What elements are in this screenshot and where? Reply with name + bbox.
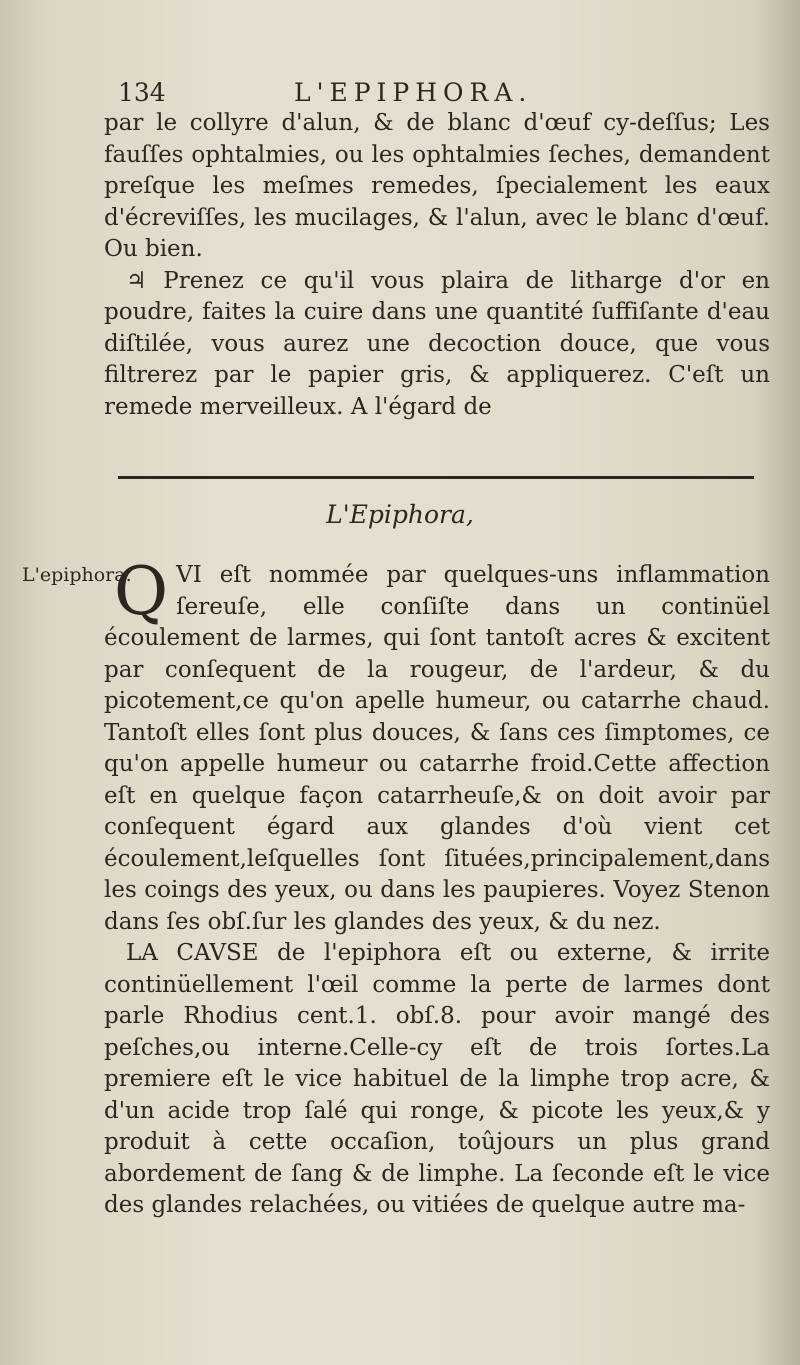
- margin-note: L'epiphora.: [22, 564, 132, 586]
- first-paragraph-text: VI eſt nommée par quelques-uns inflammation ſereuſe, elle conſiſte dans un continüel écoulement de larmes, qui ſont tantoſt acres & excitent par conſequent de la rougeur, de l'ardeur, & du picotement,ce qu'on apelle humeur, ou catarrhe chaud. Tantoſt elles ſont plus douces, & ſans ces ſimptomes, ce qu'on appelle humeur ou catarrhe froid.Cette affection eſt en quelque façon catarrheuſe,& on doit avoir par conſequent égard aux glandes d'où vient cet écoulement,leſquelles ſont ſituées,principalement,dans les coings des yeux, ou dans les paupieres. Voyez Stenon dans ſes obſ.ſur les glandes des yeux, & du nez.: [104, 562, 770, 935]
- running-head: L'EPIPHORA.: [294, 78, 533, 107]
- cause-paragraph: LA CAVSE de l'epiphora eſt ou externe, & irrite continüellement l'œil comme la perte de larmes dont parle Rhodius cent.1. obſ.8. pour avoir mangé des peſches,ou interne.Celle-cy eſt de trois ſortes.La premiere eſt le vice habituel de la limphe trop acre, & d'un acide trop ſalé qui ronge, & picote les yeux,& y produit à cette occaſion, toûjours un plus grand abordement de ſang & de limphe. La ſeconde eſt le vice des glandes relachées, ou vitiées de quelque autre ma-: [104, 940, 770, 1218]
- main-text-block: [104, 553, 770, 1222]
- recipe-paragraph: ♃ Prenez ce qu'il vous plaira de litharge d'or en poudre, faites la cuire dans une quantité ſuffiſante d'eau diſtilée, vous aurez une decoction douce, que vous filtrerez par le papier gris, & appliquerez. C'eſt un remede merveilleux. A l'égard de: [104, 267, 770, 420]
- page-header: [118, 78, 758, 110]
- drop-cap: Q: [114, 553, 169, 630]
- section-divider: [118, 476, 754, 479]
- section-title: L'Epiphora,: [326, 500, 474, 529]
- first-paragraph: [104, 553, 770, 938]
- top-text-block: [104, 108, 770, 423]
- paragraph: par le collyre d'alun, & de blanc d'œuf cy-deſſus; Les fauſſes ophtalmies, ou les ophtalmies ſeches, demandent preſque les meſmes remedes, ſpecialement les eaux d'écreviſſes, les mucilages, & l'alun, avec le blanc d'œuf. Ou bien.: [104, 110, 770, 262]
- page-number: 134: [118, 78, 166, 107]
